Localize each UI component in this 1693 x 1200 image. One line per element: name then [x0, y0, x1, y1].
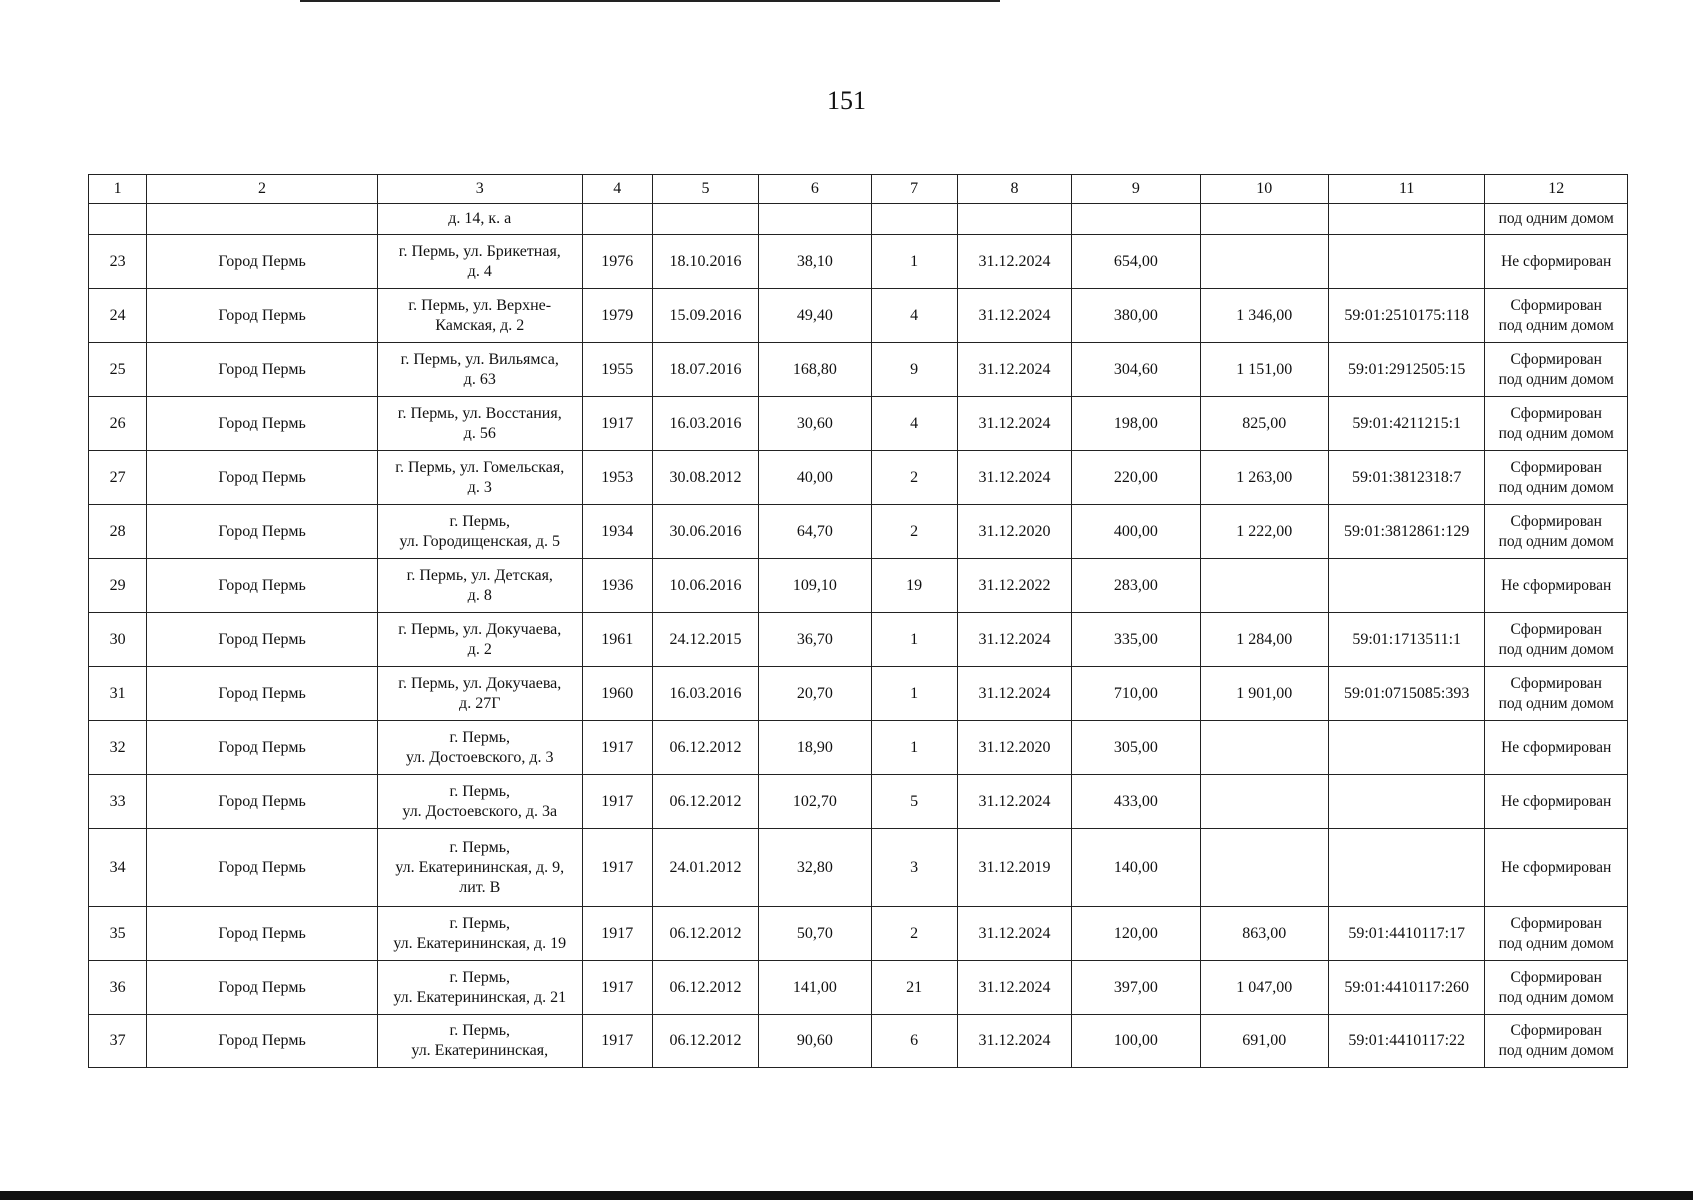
cell-address: г. Пермь, ул. Достоевского, д. 3а	[377, 775, 582, 829]
cell-land-area: 1 901,00	[1200, 667, 1328, 721]
table-row	[89, 775, 1628, 829]
cell-value-9: 198,00	[1072, 397, 1200, 451]
cell-year-built: 1934	[582, 505, 652, 559]
cell-count: 2	[871, 505, 957, 559]
table-row	[89, 1015, 1628, 1068]
cell-cadastral-number: 59:01:4410117:22	[1328, 1015, 1485, 1068]
cell-municipality: Город Пермь	[147, 667, 378, 721]
cell-year-built: 1953	[582, 451, 652, 505]
cell-area: 18,90	[759, 721, 871, 775]
cell-land-area: 691,00	[1200, 1015, 1328, 1068]
cell-area: 36,70	[759, 613, 871, 667]
cell-land-area: 863,00	[1200, 907, 1328, 961]
cell-cadastral-number: 59:01:1713511:1	[1328, 613, 1485, 667]
cell-address: г. Пермь, ул. Городищенская, д. 5	[377, 505, 582, 559]
cell-count: 1	[871, 667, 957, 721]
cell-area: 50,70	[759, 907, 871, 961]
table-row	[89, 397, 1628, 451]
cell-deadline: 31.12.2019	[957, 829, 1071, 907]
cell-area: 49,40	[759, 289, 871, 343]
cell-municipality: Город Пермь	[147, 1015, 378, 1068]
cell-municipality: Город Пермь	[147, 775, 378, 829]
cell-deadline: 31.12.2024	[957, 775, 1071, 829]
cell-value-9: 304,60	[1072, 343, 1200, 397]
cell-municipality: Город Пермь	[147, 451, 378, 505]
cell-municipality: Город Пермь	[147, 961, 378, 1015]
cell-land-status: Сформирован под одним домом	[1485, 451, 1628, 505]
cell-date: 06.12.2012	[652, 907, 758, 961]
cell-year-built: 1917	[582, 397, 652, 451]
cell-count: 5	[871, 775, 957, 829]
cell-deadline	[957, 204, 1071, 235]
table-row	[89, 613, 1628, 667]
cell-row-number: 33	[89, 775, 147, 829]
cell-year-built: 1955	[582, 343, 652, 397]
cell-row-number: 28	[89, 505, 147, 559]
cell-count	[871, 204, 957, 235]
cell-year-built: 1976	[582, 235, 652, 289]
column-header: 6	[759, 175, 871, 204]
cell-row-number: 25	[89, 343, 147, 397]
cell-row-number: 36	[89, 961, 147, 1015]
column-header: 8	[957, 175, 1071, 204]
cell-cadastral-number: 59:01:3812861:129	[1328, 505, 1485, 559]
column-header: 10	[1200, 175, 1328, 204]
cell-area: 102,70	[759, 775, 871, 829]
cell-row-number: 27	[89, 451, 147, 505]
cell-cadastral-number: 59:01:4410117:17	[1328, 907, 1485, 961]
cell-land-status: Не сформирован	[1485, 775, 1628, 829]
cell-address: г. Пермь, ул. Восстания, д. 56	[377, 397, 582, 451]
cell-count: 19	[871, 559, 957, 613]
cell-land-status: Сформирован под одним домом	[1485, 343, 1628, 397]
cell-address: г. Пермь, ул. Верхне- Камская, д. 2	[377, 289, 582, 343]
cell-cadastral-number	[1328, 559, 1485, 613]
cell-year-built: 1960	[582, 667, 652, 721]
cell-address: г. Пермь, ул. Екатерининская, д. 21	[377, 961, 582, 1015]
cell-area: 90,60	[759, 1015, 871, 1068]
cell-land-area: 1 284,00	[1200, 613, 1328, 667]
cell-land-status: Не сформирован	[1485, 559, 1628, 613]
cell-date: 10.06.2016	[652, 559, 758, 613]
cell-row-number: 37	[89, 1015, 147, 1068]
cell-value-9: 305,00	[1072, 721, 1200, 775]
column-number-header-row	[89, 175, 1628, 204]
cell-deadline: 31.12.2024	[957, 289, 1071, 343]
cell-value-9: 100,00	[1072, 1015, 1200, 1068]
cell-date: 06.12.2012	[652, 721, 758, 775]
cell-date: 06.12.2012	[652, 1015, 758, 1068]
cell-deadline: 31.12.2024	[957, 235, 1071, 289]
table-row	[89, 343, 1628, 397]
column-header: 3	[377, 175, 582, 204]
cell-land-status: Не сформирован	[1485, 829, 1628, 907]
cell-land-status: Сформирован под одним домом	[1485, 397, 1628, 451]
cell-count: 9	[871, 343, 957, 397]
table-row	[89, 721, 1628, 775]
cell-deadline: 31.12.2024	[957, 907, 1071, 961]
column-header: 1	[89, 175, 147, 204]
cell-area	[759, 204, 871, 235]
cell-deadline: 31.12.2024	[957, 451, 1071, 505]
carry-over-row	[89, 204, 1628, 235]
cell-land-status: Не сформирован	[1485, 721, 1628, 775]
table-row	[89, 907, 1628, 961]
table-row	[89, 289, 1628, 343]
cell-land-area: 1 151,00	[1200, 343, 1328, 397]
cell-cadastral-number: 59:01:3812318:7	[1328, 451, 1485, 505]
cell-value-9: 654,00	[1072, 235, 1200, 289]
cell-deadline: 31.12.2024	[957, 613, 1071, 667]
cell-area: 30,60	[759, 397, 871, 451]
cell-row-number: 24	[89, 289, 147, 343]
cell-land-area	[1200, 559, 1328, 613]
cell-date: 18.10.2016	[652, 235, 758, 289]
cell-land-area	[1200, 204, 1328, 235]
table-row	[89, 235, 1628, 289]
cell-value-9: 220,00	[1072, 451, 1200, 505]
cell-row-number: 35	[89, 907, 147, 961]
scan-edge-line	[300, 0, 1000, 2]
cell-address: г. Пермь, ул. Докучаева, д. 27Г	[377, 667, 582, 721]
cell-deadline: 31.12.2020	[957, 721, 1071, 775]
cell-year-built: 1961	[582, 613, 652, 667]
cell-year-built: 1917	[582, 907, 652, 961]
cell-row-number	[89, 204, 147, 235]
cell-date: 18.07.2016	[652, 343, 758, 397]
cell-area: 64,70	[759, 505, 871, 559]
cell-municipality: Город Пермь	[147, 235, 378, 289]
cell-value-9: 335,00	[1072, 613, 1200, 667]
cell-land-status: Сформирован под одним домом	[1485, 1015, 1628, 1068]
cell-count: 2	[871, 907, 957, 961]
cell-value-9: 400,00	[1072, 505, 1200, 559]
cell-value-9: 283,00	[1072, 559, 1200, 613]
cell-count: 3	[871, 829, 957, 907]
cell-row-number: 23	[89, 235, 147, 289]
cell-address: г. Пермь, ул. Детская, д. 8	[377, 559, 582, 613]
cell-date: 15.09.2016	[652, 289, 758, 343]
cell-year-built: 1917	[582, 829, 652, 907]
cell-year-built	[582, 204, 652, 235]
cell-municipality: Город Пермь	[147, 721, 378, 775]
column-header: 11	[1328, 175, 1485, 204]
cell-land-area: 1 346,00	[1200, 289, 1328, 343]
cell-land-status: под одним домом	[1485, 204, 1628, 235]
cell-count: 1	[871, 721, 957, 775]
cell-area: 141,00	[759, 961, 871, 1015]
column-header: 2	[147, 175, 378, 204]
cell-land-status: Сформирован под одним домом	[1485, 289, 1628, 343]
cell-value-9: 397,00	[1072, 961, 1200, 1015]
cell-address: г. Пермь, ул. Екатерининская, д. 9, лит. В	[377, 829, 582, 907]
cell-address: г. Пермь, ул. Вильямса, д. 63	[377, 343, 582, 397]
cell-address: г. Пермь, ул. Докучаева, д. 2	[377, 613, 582, 667]
cell-municipality: Город Пермь	[147, 505, 378, 559]
cell-cadastral-number	[1328, 235, 1485, 289]
cell-date: 06.12.2012	[652, 775, 758, 829]
page-number: 151	[827, 86, 866, 115]
scan-bottom-edge	[0, 1191, 1693, 1200]
cell-count: 4	[871, 397, 957, 451]
cell-cadastral-number: 59:01:4211215:1	[1328, 397, 1485, 451]
cell-land-status: Сформирован под одним домом	[1485, 667, 1628, 721]
cell-municipality: Город Пермь	[147, 289, 378, 343]
cell-cadastral-number: 59:01:2510175:118	[1328, 289, 1485, 343]
cell-municipality: Город Пермь	[147, 343, 378, 397]
cell-area: 38,10	[759, 235, 871, 289]
cell-address: г. Пермь, ул. Екатерининская,	[377, 1015, 582, 1068]
cell-value-9: 140,00	[1072, 829, 1200, 907]
cell-count: 1	[871, 235, 957, 289]
cell-year-built: 1917	[582, 721, 652, 775]
cell-cadastral-number	[1328, 829, 1485, 907]
cell-cadastral-number	[1328, 204, 1485, 235]
cell-municipality: Город Пермь	[147, 829, 378, 907]
cell-row-number: 34	[89, 829, 147, 907]
cell-cadastral-number: 59:01:0715085:393	[1328, 667, 1485, 721]
cell-address: г. Пермь, ул. Брикетная, д. 4	[377, 235, 582, 289]
cell-row-number: 32	[89, 721, 147, 775]
cell-land-area: 1 222,00	[1200, 505, 1328, 559]
cell-date: 30.06.2016	[652, 505, 758, 559]
table-row	[89, 505, 1628, 559]
cell-address: г. Пермь, ул. Гомельская, д. 3	[377, 451, 582, 505]
housing-register-table	[88, 174, 1628, 1068]
cell-cadastral-number	[1328, 721, 1485, 775]
cell-date	[652, 204, 758, 235]
table-row	[89, 961, 1628, 1015]
cell-address: г. Пермь, ул. Достоевского, д. 3	[377, 721, 582, 775]
table-row	[89, 667, 1628, 721]
cell-deadline: 31.12.2024	[957, 397, 1071, 451]
cell-year-built: 1917	[582, 775, 652, 829]
cell-year-built: 1917	[582, 1015, 652, 1068]
cell-land-area	[1200, 829, 1328, 907]
cell-municipality: Город Пермь	[147, 559, 378, 613]
cell-deadline: 31.12.2024	[957, 667, 1071, 721]
cell-value-9	[1072, 204, 1200, 235]
cell-land-area	[1200, 721, 1328, 775]
cell-count: 1	[871, 613, 957, 667]
column-header: 5	[652, 175, 758, 204]
cell-deadline: 31.12.2024	[957, 961, 1071, 1015]
cell-municipality: Город Пермь	[147, 613, 378, 667]
cell-date: 24.01.2012	[652, 829, 758, 907]
cell-row-number: 29	[89, 559, 147, 613]
cell-area: 40,00	[759, 451, 871, 505]
cell-year-built: 1917	[582, 961, 652, 1015]
cell-municipality: Город Пермь	[147, 397, 378, 451]
cell-deadline: 31.12.2024	[957, 1015, 1071, 1068]
cell-date: 16.03.2016	[652, 667, 758, 721]
cell-date: 06.12.2012	[652, 961, 758, 1015]
cell-address: д. 14, к. а	[377, 204, 582, 235]
cell-land-status: Сформирован под одним домом	[1485, 613, 1628, 667]
cell-value-9: 710,00	[1072, 667, 1200, 721]
cell-municipality	[147, 204, 378, 235]
cell-land-status: Не сформирован	[1485, 235, 1628, 289]
cell-cadastral-number: 59:01:2912505:15	[1328, 343, 1485, 397]
column-header: 9	[1072, 175, 1200, 204]
cell-value-9: 380,00	[1072, 289, 1200, 343]
cell-count: 21	[871, 961, 957, 1015]
cell-area: 109,10	[759, 559, 871, 613]
cell-row-number: 31	[89, 667, 147, 721]
table-row	[89, 559, 1628, 613]
cell-count: 6	[871, 1015, 957, 1068]
table-row	[89, 451, 1628, 505]
column-header: 12	[1485, 175, 1628, 204]
cell-row-number: 26	[89, 397, 147, 451]
cell-land-status: Сформирован под одним домом	[1485, 505, 1628, 559]
cell-area: 20,70	[759, 667, 871, 721]
cell-deadline: 31.12.2020	[957, 505, 1071, 559]
cell-date: 30.08.2012	[652, 451, 758, 505]
cell-land-status: Сформирован под одним домом	[1485, 961, 1628, 1015]
cell-value-9: 433,00	[1072, 775, 1200, 829]
cell-value-9: 120,00	[1072, 907, 1200, 961]
cell-count: 4	[871, 289, 957, 343]
cell-date: 24.12.2015	[652, 613, 758, 667]
cell-count: 2	[871, 451, 957, 505]
cell-land-area: 825,00	[1200, 397, 1328, 451]
cell-land-area	[1200, 775, 1328, 829]
table-row	[89, 829, 1628, 907]
column-header: 4	[582, 175, 652, 204]
register-body	[89, 204, 1628, 1068]
cell-municipality: Город Пермь	[147, 907, 378, 961]
cell-date: 16.03.2016	[652, 397, 758, 451]
cell-cadastral-number	[1328, 775, 1485, 829]
cell-year-built: 1979	[582, 289, 652, 343]
cell-land-area: 1 047,00	[1200, 961, 1328, 1015]
cell-land-area	[1200, 235, 1328, 289]
cell-area: 168,80	[759, 343, 871, 397]
cell-land-status: Сформирован под одним домом	[1485, 907, 1628, 961]
cell-area: 32,80	[759, 829, 871, 907]
cell-land-area: 1 263,00	[1200, 451, 1328, 505]
cell-deadline: 31.12.2022	[957, 559, 1071, 613]
column-header: 7	[871, 175, 957, 204]
cell-year-built: 1936	[582, 559, 652, 613]
cell-cadastral-number: 59:01:4410117:260	[1328, 961, 1485, 1015]
cell-row-number: 30	[89, 613, 147, 667]
cell-address: г. Пермь, ул. Екатерининская, д. 19	[377, 907, 582, 961]
cell-deadline: 31.12.2024	[957, 343, 1071, 397]
